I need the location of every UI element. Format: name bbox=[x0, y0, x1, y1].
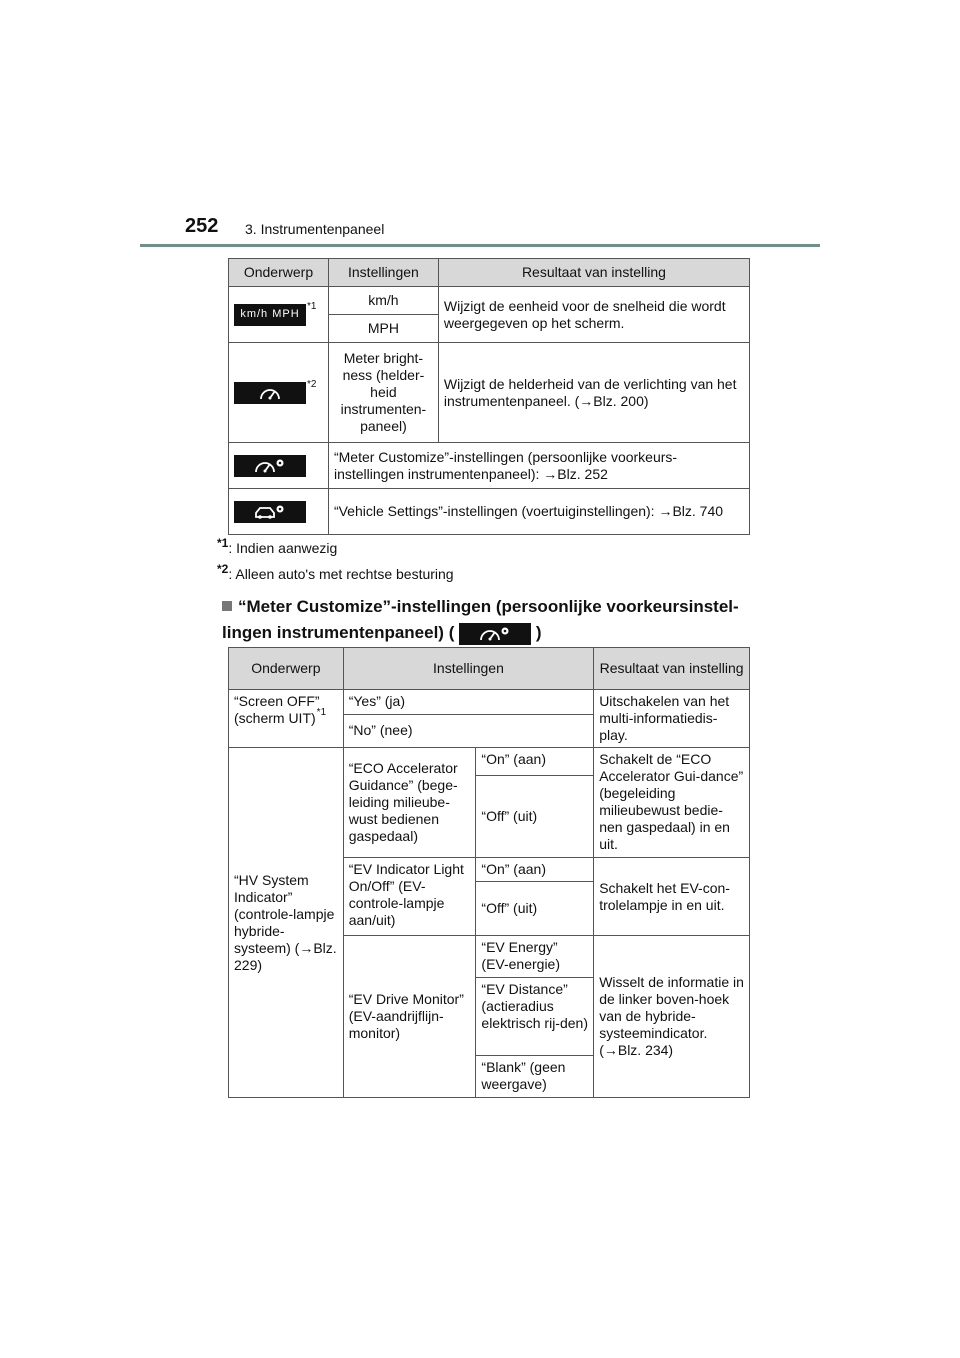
header-settings: Instellingen bbox=[343, 648, 593, 690]
subject-brightness bbox=[229, 343, 329, 443]
heading-text: “Meter Customize”-instellingen (persoonlijke voorkeursinstel-lingen instrumentenpaneel) ( bbox=[222, 597, 739, 642]
setting-yes: “Yes” (ja) bbox=[343, 690, 593, 715]
table-header-row bbox=[229, 259, 750, 287]
result-vehicle-settings: “Vehicle Settings”-instellingen (voertuiginstellingen): →Blz. 740 bbox=[328, 489, 749, 535]
table-row bbox=[229, 489, 750, 535]
result-brightness: Wijzigt de helderheid van de verlichting van het instrumentenpaneel. (→Blz. 200) bbox=[438, 343, 749, 443]
setting-ev-drive: “EV Drive Monitor” (EV-aandrijflijn-monitor) bbox=[343, 936, 476, 1098]
header-result: Resultaat van instelling bbox=[594, 648, 750, 690]
kmh-mph-icon bbox=[234, 304, 306, 326]
footnote-1 bbox=[217, 536, 338, 556]
footnote-mark: *1 bbox=[217, 536, 229, 550]
result-eco: Schakelt de “ECO Accelerator Gui-dance” (begeleiding milieubewust bedie-nen gaspedaal) in en uit. bbox=[594, 748, 750, 858]
subject-meter-customize bbox=[229, 443, 329, 489]
ev-light-on: “On” (aan) bbox=[476, 858, 594, 882]
header-settings: Instellingen bbox=[328, 259, 438, 287]
header-subject: Onderwerp bbox=[229, 259, 329, 287]
eco-off: “Off” (uit) bbox=[476, 776, 594, 858]
meter-customize-icon bbox=[459, 623, 531, 645]
result-ev-drive: Wisselt de informatie in de linker boven-hoek van de hybride-systeemindicator. (→Blz. 234) bbox=[594, 936, 750, 1098]
footnote-mark: *2 bbox=[217, 562, 229, 576]
section-heading bbox=[222, 594, 752, 646]
table-row bbox=[229, 443, 750, 489]
footnote-text: : Indien aanwezig bbox=[228, 540, 338, 556]
subject-vehicle-settings bbox=[229, 489, 329, 535]
ev-drive-energy: “EV Energy” (EV-energie) bbox=[476, 936, 594, 978]
vehicle-settings-icon bbox=[234, 501, 306, 523]
result-ev-light: Schakelt het EV-con-trolelampje in en uit. bbox=[594, 858, 750, 936]
setting-mph: MPH bbox=[328, 315, 438, 343]
table-row bbox=[229, 343, 750, 443]
heading-text-end: ) bbox=[535, 623, 542, 642]
table-row bbox=[229, 287, 750, 315]
ev-drive-blank: “Blank” (geen weergave) bbox=[476, 1056, 594, 1098]
subject-hv-system: “HV System Indicator” (controle-lampje hybride-systeem) (→Blz. 229) bbox=[229, 748, 344, 1098]
subject-screen-off bbox=[229, 690, 344, 748]
section-title: 3. Instrumentenpaneel bbox=[245, 221, 385, 237]
setting-brightness: Meter bright-ness (helder-heid instrumenten-paneel) bbox=[328, 343, 438, 443]
heading-bullet-icon bbox=[222, 601, 232, 611]
header-subject: Onderwerp bbox=[229, 648, 344, 690]
footnote-mark: *2 bbox=[307, 378, 317, 390]
table-row bbox=[229, 690, 750, 715]
footnote-mark: *1 bbox=[316, 707, 327, 718]
kmh-mph-icon-text: km/h MPH bbox=[240, 308, 300, 320]
table-header-row bbox=[229, 648, 750, 690]
setting-ev-light: “EV Indicator Light On/Off” (EV-controle-lampje aan/uit) bbox=[343, 858, 476, 936]
meter-customize-icon bbox=[234, 455, 306, 477]
eco-on: “On” (aan) bbox=[476, 748, 594, 776]
setting-eco-guidance: “ECO Accelerator Guidance” (bege-leiding milieube-wust bedienen gaspedaal) bbox=[343, 748, 476, 858]
header-result: Resultaat van instelling bbox=[438, 259, 749, 287]
ev-drive-distance: “EV Distance” (actieradius elektrisch rij-den) bbox=[476, 978, 594, 1056]
meter-brightness-icon bbox=[234, 382, 306, 404]
settings-table bbox=[228, 258, 750, 535]
page-header bbox=[185, 215, 820, 247]
footnote-text: : Alleen auto's met rechtse besturing bbox=[228, 566, 454, 582]
ev-light-off: “Off” (uit) bbox=[476, 882, 594, 936]
result-units: Wijzigt de eenheid voor de snelheid die wordt weergegeven op het scherm. bbox=[438, 287, 749, 343]
setting-kmh: km/h bbox=[328, 287, 438, 315]
result-meter-customize: “Meter Customize”-instellingen (persoonlijke voorkeurs-instellingen instrumentenpaneel): →Blz. 252 bbox=[328, 443, 749, 489]
footnote-2 bbox=[217, 562, 454, 582]
header-rule bbox=[140, 244, 820, 247]
subject-screen-off-text: “Screen OFF” (scherm UIT) bbox=[234, 693, 320, 726]
result-screen-off: Uitschakelen van het multi-informatiedis-play. bbox=[594, 690, 750, 748]
subject-units bbox=[229, 287, 329, 343]
footnote-mark: *1 bbox=[307, 300, 317, 312]
meter-customize-table bbox=[228, 647, 750, 1098]
setting-no: “No” (nee) bbox=[343, 714, 593, 747]
table-row bbox=[229, 748, 750, 776]
page-number: 252 bbox=[185, 215, 219, 237]
